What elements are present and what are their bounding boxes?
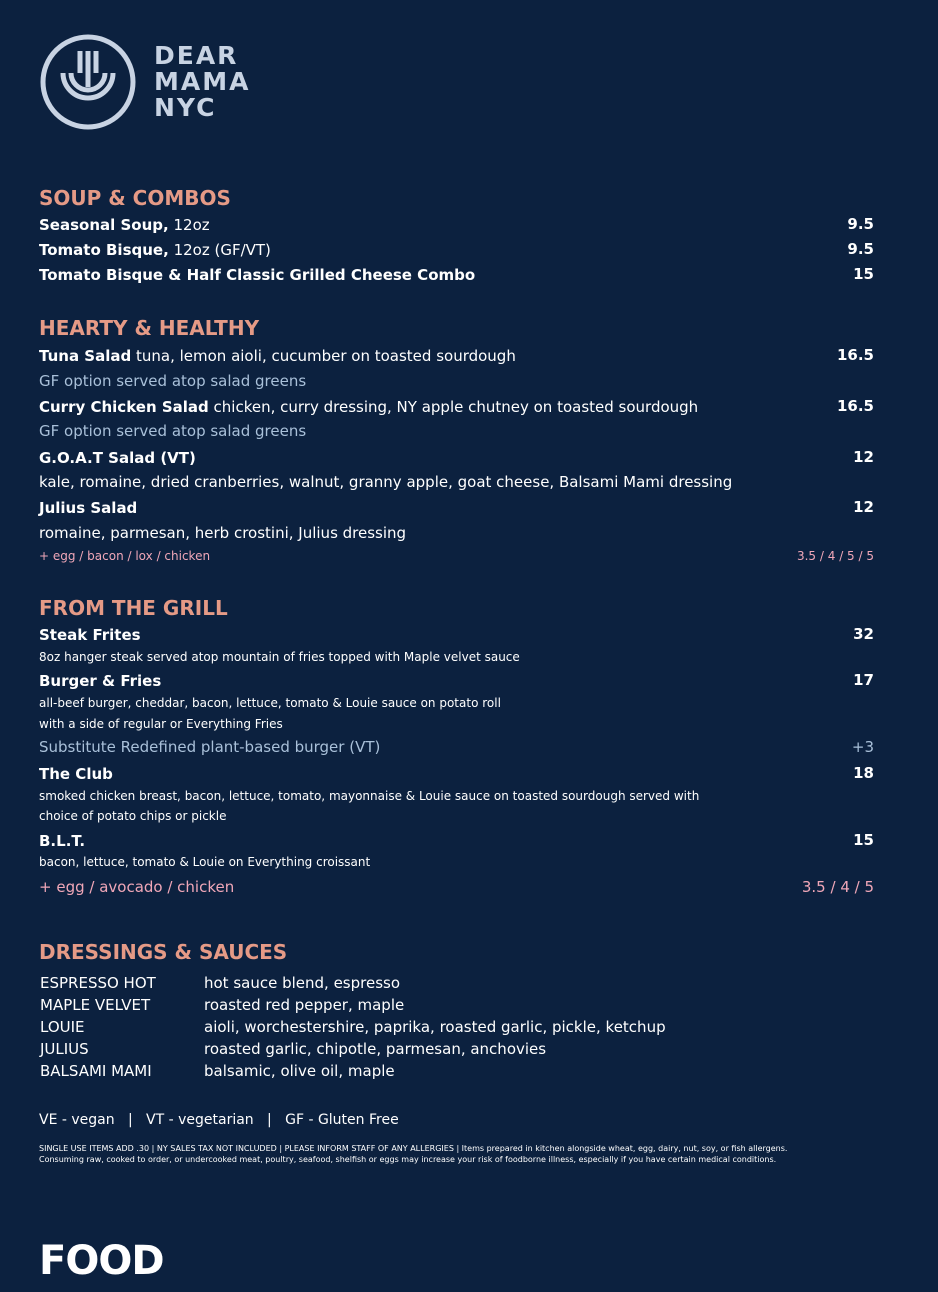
item-name: G.O.A.T Salad (VT) [39,449,196,467]
item-price: 15 [853,265,874,283]
item-name: Tuna Salad [39,347,132,365]
addon-row [39,878,874,896]
item-note: GF option served atop salad greens [39,422,307,440]
dressing-desc: hot sauce blend, espresso [204,974,401,992]
item-name: Steak Frites [39,626,141,644]
section-title-soup: SOUP & COMBOS [39,186,231,210]
item-price: 12 [853,448,874,466]
substitute-row [39,738,874,756]
item-desc: kale, romaine, dried cranberries, walnut, granny apple, goat cheese, Balsami Mami dressing [39,473,733,491]
item-name: Burger & Fries [39,672,162,690]
item-desc: tuna, lemon aioli, cucumber on toasted sourdough [131,347,516,365]
dressing-name: LOUIE [40,1018,85,1036]
page-footer-title: FOOD [39,1238,164,1284]
item-price: 16.5 [836,397,874,415]
section-title-dressings: DRESSINGS & SAUCES [39,940,288,964]
brand-line: MAMA [154,67,251,96]
item-price: 15 [853,831,874,849]
dear-mama-logo-icon [39,33,137,131]
fine-print [39,1143,899,1165]
fine-print-line: Consuming raw, cooked to order, or undercooked meat, poultry, seafood, shelfish or eggs may increase your risk of foodborne illness, especially if you have certain medical conditions. [39,1155,777,1164]
item-price: 17 [853,671,874,689]
addon-label: + egg / avocado / chicken [39,878,235,896]
item-price: 9.5 [847,240,874,258]
menu-item [39,240,874,259]
section-title-hearty: HEARTY & HEALTHY [39,316,260,340]
item-desc: with a side of regular or Everything Fries [39,717,283,731]
dressing-desc: aioli, worchestershire, paprika, roasted garlic, pickle, ketchup [204,1018,666,1036]
addon-price: 3.5 / 4 / 5 [801,878,874,896]
dressing-desc: roasted red pepper, maple [204,996,405,1014]
menu-item [39,346,874,365]
addon-row [39,549,874,563]
item-note: GF option served atop salad greens [39,372,307,390]
item-desc: 8oz hanger steak served atop mountain of fries topped with Maple velvet sauce [39,650,520,664]
item-name: Curry Chicken Salad [39,398,209,416]
section-title-grill: FROM THE GRILL [39,596,228,620]
item-price: 32 [853,625,874,643]
addon-price: 3.5 / 4 / 5 / 5 [796,549,874,563]
menu-item [39,625,874,644]
menu-item [39,215,874,234]
menu-item [39,397,874,416]
brand-line: DEAR [154,41,239,70]
item-name: The Club [39,765,113,783]
item-name: Julius Salad [39,499,138,517]
dressing-name: MAPLE VELVET [40,996,151,1014]
brand-line: NYC [154,93,217,122]
item-desc: all-beef burger, cheddar, bacon, lettuce, tomato & Louie sauce on potato roll [39,696,501,710]
addon-label: + egg / bacon / lox / chicken [39,549,211,563]
substitute-label: Substitute Redefined plant-based burger (VT) [39,738,381,756]
dressing-name: JULIUS [40,1040,89,1058]
item-name: Tomato Bisque, [39,241,169,259]
substitute-price: +3 [851,738,874,756]
item-price: 9.5 [847,215,874,233]
diet-legend: VE - vegan | VT - vegetarian | GF - Gluten Free [39,1112,399,1128]
item-detail: 12oz [168,216,210,234]
item-price: 16.5 [836,346,874,364]
item-desc: smoked chicken breast, bacon, lettuce, tomato, mayonnaise & Louie sauce on toasted sourdough served with [39,789,700,803]
menu-item [39,831,874,850]
item-price: 12 [853,498,874,516]
item-price: 18 [853,764,874,782]
item-desc: bacon, lettuce, tomato & Louie on Everything croissant [39,855,371,869]
menu-item [39,498,874,517]
item-detail: 12oz (GF/VT) [168,241,271,259]
dressing-name: ESPRESSO HOT [40,974,156,992]
brand-name [154,43,250,121]
item-name: B.L.T. [39,832,86,850]
fine-print-line: SINGLE USE ITEMS ADD .30 | NY SALES TAX NOT INCLUDED | PLEASE INFORM STAFF OF ANY ALLERGIES | Items prepared in kitchen alongside wheat, egg, dairy, nut, soy, or fish allergens. [39,1144,788,1153]
item-name: Tomato Bisque & Half Classic Grilled Cheese Combo [39,266,476,284]
dressing-desc: roasted garlic, chipotle, parmesan, anchovies [204,1040,547,1058]
menu-item [39,448,874,467]
item-name: Seasonal Soup, [39,216,169,234]
menu-item [39,265,874,284]
menu-item [39,764,874,783]
item-desc: choice of potato chips or pickle [39,809,227,823]
menu-item [39,671,874,690]
item-desc: romaine, parmesan, herb crostini, Julius dressing [39,524,407,542]
item-desc: chicken, curry dressing, NY apple chutney on toasted sourdough [208,398,699,416]
dressing-name: BALSAMI MAMI [40,1062,152,1080]
dressing-desc: balsamic, olive oil, maple [204,1062,395,1080]
